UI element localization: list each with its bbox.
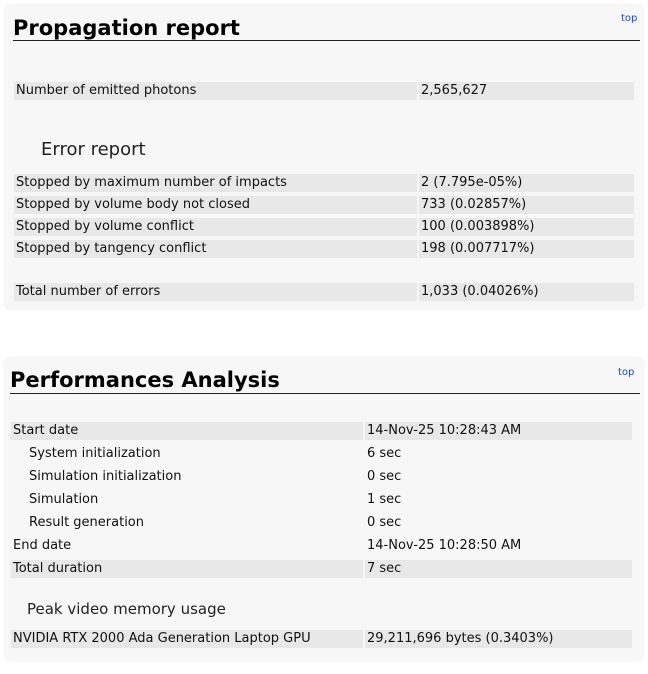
error-report-heading: Error report [41,139,146,160]
perf-label: Total duration [11,560,363,578]
perf-value: 6 sec [367,446,402,461]
error-value: 198 (0.007717%) [419,240,634,258]
perf-value: 0 sec [367,469,402,484]
gpu-row [11,630,632,648]
perf-label: Simulation [29,492,99,507]
error-label: Stopped by volume body not closed [14,196,417,214]
total-errors-value: 1,033 (0.04026%) [419,283,634,301]
perf-row-start-date [11,422,632,440]
error-row [14,174,634,192]
perf-label: System initialization [29,446,161,461]
perf-label: End date [13,538,72,553]
peak-memory-heading: Peak video memory usage [27,600,226,618]
error-value: 2 (7.795e-05%) [419,174,634,192]
error-label: Stopped by maximum number of impacts [14,174,417,192]
perf-value: 14-Nov-25 10:28:43 AM [365,422,632,440]
perf-value: 1 sec [367,492,402,507]
propagation-report-title: Propagation report [13,16,240,40]
perf-label: Simulation initialization [29,469,182,484]
total-errors-label: Total number of errors [14,283,417,301]
propagation-report-panel [4,4,644,310]
perf-value: 0 sec [367,515,402,530]
performances-analysis-panel [4,357,644,661]
perf-row-total-duration [11,560,632,578]
error-row [14,196,634,214]
performances-analysis-title: Performances Analysis [10,368,280,392]
performances-top-link[interactable]: top [618,367,635,378]
perf-row [11,514,632,532]
error-label: Stopped by volume conflict [14,218,417,236]
emitted-photons-label: Number of emitted photons [14,82,417,100]
total-errors-row [14,283,634,301]
perf-row [11,445,632,463]
emitted-photons-value: 2,565,627 [419,82,634,100]
error-value: 733 (0.02857%) [419,196,634,214]
propagation-top-link[interactable]: top [621,13,638,24]
emitted-photons-row [14,82,634,100]
perf-row-end-date [11,537,632,555]
perf-value: 14-Nov-25 10:28:50 AM [367,538,522,553]
perf-row [11,491,632,509]
error-row [14,240,634,258]
error-label: Stopped by tangency conflict [14,240,417,258]
gpu-value: 29,211,696 bytes (0.3403%) [365,630,632,648]
error-value: 100 (0.003898%) [419,218,634,236]
perf-value: 7 sec [365,560,632,578]
gpu-label: NVIDIA RTX 2000 Ada Generation Laptop GPU [11,630,363,648]
perf-label: Result generation [29,515,145,530]
perf-label: Start date [11,422,363,440]
perf-row [11,468,632,486]
error-row [14,218,634,236]
propagation-title-rule [13,40,640,41]
performances-title-rule [10,393,640,394]
